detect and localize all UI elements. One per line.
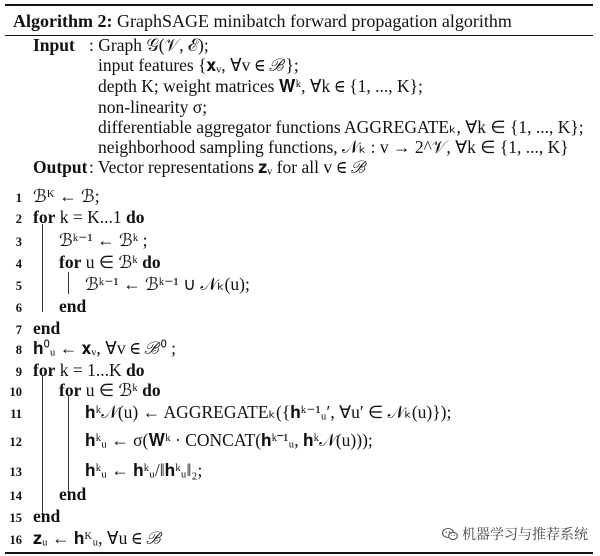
keyword: for bbox=[59, 252, 82, 272]
code-line bbox=[59, 484, 86, 504]
line-number: 4 bbox=[15, 257, 22, 271]
line-number: 11 bbox=[10, 407, 22, 421]
input-label: Input bbox=[33, 35, 75, 55]
algorithm-label: Algorithm 2: bbox=[13, 11, 113, 31]
scope-bar-outer-2 bbox=[42, 376, 43, 518]
line-number: 13 bbox=[9, 465, 22, 479]
code-line bbox=[33, 186, 100, 206]
line-number: 16 bbox=[9, 533, 22, 547]
algorithm-name: GraphSAGE minibatch forward propagation algorithm bbox=[116, 11, 512, 31]
code-text: u ∈ ℬᵏ bbox=[85, 252, 138, 272]
code-text: 𝐡ᵏ𝒩(u) ← AGGREGATEₖ({𝐡ᵏ⁻¹ᵤ′, ∀u′ ∈ 𝒩ₖ(u)}); bbox=[85, 402, 452, 422]
code-line bbox=[85, 460, 202, 480]
code-line bbox=[33, 528, 162, 548]
code-line bbox=[33, 318, 60, 338]
input-line-5: differentiable aggregator functions AGGREGATEₖ, ∀k ∈ {1, ..., K}; bbox=[98, 117, 584, 137]
code-text: 𝐡⁰ᵤ ← 𝐱ᵥ, ∀v ∈ ℬ⁰ ; bbox=[33, 338, 176, 358]
line-number: 3 bbox=[15, 235, 22, 249]
keyword: do bbox=[142, 252, 161, 272]
line-number: 14 bbox=[9, 489, 22, 503]
code-line bbox=[33, 360, 144, 380]
watermark bbox=[442, 524, 588, 544]
watermark-text: 机器学习与推荐系统 bbox=[462, 527, 588, 543]
code-line bbox=[85, 430, 373, 450]
scope-bar-outer-1 bbox=[42, 224, 43, 312]
line-number: 7 bbox=[15, 323, 22, 337]
keyword: end bbox=[59, 296, 87, 316]
code-line bbox=[59, 296, 86, 316]
line-number: 15 bbox=[9, 511, 22, 525]
code-line bbox=[85, 402, 451, 422]
input-line-2: input features {𝐱ᵥ, ∀v ∈ ℬ}; bbox=[98, 55, 299, 75]
keyword: do bbox=[142, 380, 161, 400]
output-label: Output bbox=[33, 157, 88, 177]
line-number: 12 bbox=[9, 435, 22, 449]
line-number: 5 bbox=[15, 279, 22, 293]
code-line bbox=[85, 274, 250, 294]
code-text: 𝐡ᵏᵤ ← σ(𝐖ᵏ · CONCAT(𝐡ᵏ⁻¹ᵤ, 𝐡ᵏ𝒩(u))); bbox=[85, 430, 373, 450]
code-text: ℬᵏ⁻¹ ← ℬᵏ⁻¹ ∪ 𝒩ₖ(u); bbox=[85, 274, 250, 294]
code-line bbox=[33, 506, 60, 526]
input-line-4: non-linearity σ; bbox=[98, 97, 208, 117]
code-line bbox=[33, 338, 176, 358]
line-number: 10 bbox=[9, 385, 22, 399]
code-text: ℬᴷ ← ℬ; bbox=[33, 186, 100, 206]
wechat-icon bbox=[442, 527, 458, 541]
line-number: 1 bbox=[15, 191, 22, 205]
keyword: for bbox=[33, 360, 56, 380]
code-text: k = 1...K bbox=[59, 360, 122, 380]
scope-bar-inner-2 bbox=[68, 396, 69, 494]
code-text: ℬᵏ⁻¹ ← ℬᵏ ; bbox=[59, 230, 148, 250]
code-line bbox=[33, 207, 144, 227]
code-line bbox=[59, 380, 161, 400]
line-number: 8 bbox=[15, 343, 22, 357]
algorithm-title bbox=[13, 11, 512, 32]
code-line bbox=[59, 230, 148, 250]
code-text: k = K...1 bbox=[59, 207, 122, 227]
line-number: 6 bbox=[15, 301, 22, 315]
line-number: 9 bbox=[15, 365, 22, 379]
code-text: 𝐡ᵏᵤ ← 𝐡ᵏᵤ/‖𝐡ᵏᵤ‖₂; bbox=[85, 460, 203, 480]
keyword: for bbox=[33, 207, 56, 227]
keyword: end bbox=[59, 484, 87, 504]
code-text: u ∈ ℬᵏ bbox=[85, 380, 138, 400]
keyword: end bbox=[33, 318, 61, 338]
keyword: do bbox=[126, 207, 145, 227]
input-line-3: depth K; weight matrices 𝐖ᵏ, ∀k ∈ {1, ..., K}; bbox=[98, 76, 423, 96]
input-line-1: : Graph 𝒢(𝒱, ℰ); bbox=[89, 35, 209, 55]
line-number: 2 bbox=[15, 212, 22, 226]
keyword: for bbox=[59, 380, 82, 400]
code-line bbox=[59, 252, 161, 272]
code-text: 𝐳ᵤ ← 𝐡ᴷᵤ, ∀u ∈ ℬ bbox=[33, 528, 163, 548]
output-text: : Vector representations 𝐳ᵥ for all v ∈ ℬ bbox=[89, 157, 368, 177]
keyword: end bbox=[33, 506, 61, 526]
scope-bar-inner-1 bbox=[68, 272, 69, 294]
keyword: do bbox=[126, 360, 145, 380]
input-line-6: neighborhood sampling functions, 𝒩ₖ : v → 2^𝒱, ∀k ∈ {1, ..., K} bbox=[98, 137, 569, 157]
